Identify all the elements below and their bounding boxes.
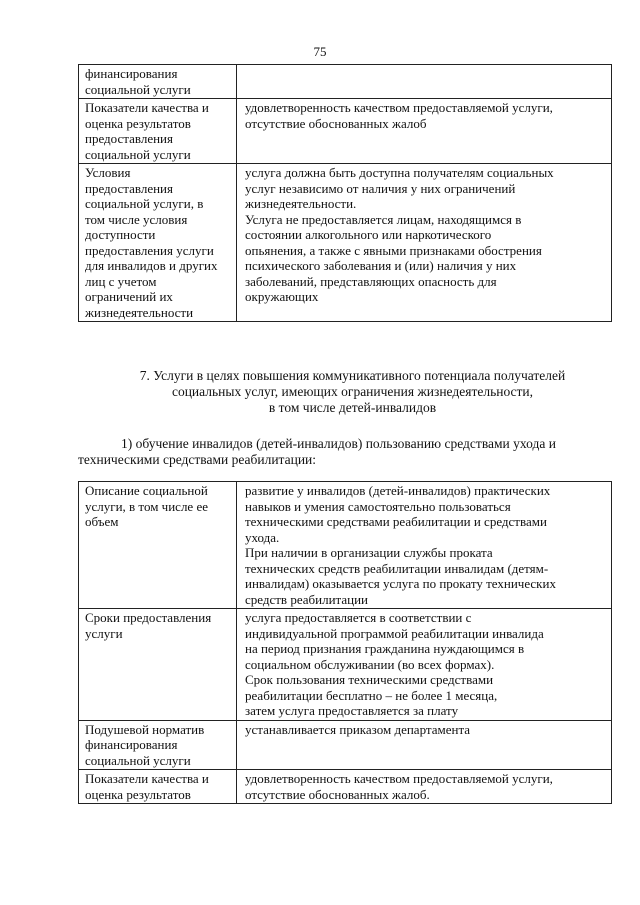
cell-text-line: развитие у инвалидов (детей-инвалидов) практических bbox=[245, 483, 551, 498]
cell-text-line: заболеваний, представляющих опасность для bbox=[245, 273, 497, 289]
table-row bbox=[79, 65, 612, 99]
services-table-bottom bbox=[78, 481, 612, 804]
row-value-cell bbox=[237, 770, 612, 804]
cell-text-line: том числе условия bbox=[85, 211, 188, 227]
cell-text-line: техническими средствами реабилитации и средствами bbox=[245, 514, 547, 529]
subsection-paragraph bbox=[78, 436, 618, 468]
cell-text-line: финансирования bbox=[85, 737, 178, 752]
cell-text-line: реабилитации бесплатно – не более 1 месяца, bbox=[245, 687, 498, 703]
row-value-cell bbox=[237, 482, 612, 609]
cell-text-line: Показатели качества и bbox=[85, 771, 209, 786]
cell-text-line: удовлетворенность качеством предоставляемой услуги, bbox=[245, 771, 553, 786]
heading-line: 7. Услуги в целях повышения коммуникативного потенциала получателей bbox=[139, 368, 566, 383]
services-table-top bbox=[78, 64, 612, 322]
cell-text-line: ограничений их bbox=[85, 289, 173, 304]
cell-text-line: Услуга не предоставляется лицам, находящимся в bbox=[245, 211, 522, 227]
row-label-cell bbox=[79, 164, 237, 322]
table-row bbox=[79, 482, 612, 609]
cell-text-line: технических средств реабилитации инвалидам (детям- bbox=[245, 560, 549, 576]
row-value-cell bbox=[237, 720, 612, 770]
paragraph-line: 1) обучение инвалидов (детей-инвалидов) пользованию средствами ухода и bbox=[121, 436, 556, 451]
cell-text-line: устанавливается приказом департамента bbox=[245, 721, 471, 737]
row-value-cell bbox=[237, 164, 612, 322]
paragraph-line: техническими средствами реабилитации: bbox=[78, 452, 317, 467]
cell-text-line: на период признания гражданина нуждающимся в bbox=[245, 641, 525, 656]
cell-text-line: навыков и умения самостоятельно пользоваться bbox=[245, 498, 511, 514]
cell-text-line: социальной услуги bbox=[85, 146, 191, 162]
cell-text-line: услуги, в том числе ее bbox=[85, 498, 208, 514]
section-heading bbox=[95, 368, 610, 416]
cell-text-line: Подушевой норматив bbox=[85, 721, 205, 737]
row-label-cell bbox=[79, 99, 237, 164]
page-number: 75 bbox=[313, 44, 327, 59]
row-value-cell bbox=[237, 99, 612, 164]
cell-text-line: предоставления услуги bbox=[85, 242, 214, 258]
heading-line: в том числе детей-инвалидов bbox=[268, 400, 437, 415]
table-row bbox=[79, 770, 612, 804]
cell-text-line: предоставления bbox=[85, 180, 173, 196]
cell-text-line: отсутствие обоснованных жалоб bbox=[245, 115, 427, 131]
cell-text-line: для инвалидов и других bbox=[85, 258, 218, 273]
cell-text-line: При наличии в организации службы проката bbox=[245, 545, 493, 560]
cell-text-line: индивидуальной программой реабилитации инвалида bbox=[245, 625, 544, 641]
cell-text-line: состоянии алкогольного или наркотического bbox=[245, 227, 492, 242]
row-value-cell bbox=[237, 65, 612, 99]
row-label-cell bbox=[79, 65, 237, 99]
cell-text-line: затем услуга предоставляется за плату bbox=[245, 703, 459, 718]
row-label-cell bbox=[79, 482, 237, 609]
cell-text-line: предоставления bbox=[85, 131, 173, 146]
cell-text-line: психического заболевания и (или) наличия у них bbox=[245, 258, 517, 273]
cell-text-line: окружающих bbox=[245, 289, 319, 304]
table-row bbox=[79, 164, 612, 322]
table-body bbox=[79, 482, 612, 804]
cell-text-line: социальной услуги, в bbox=[85, 196, 204, 211]
cell-text-line: услуги bbox=[85, 625, 123, 641]
cell-text-line: социальной услуги bbox=[85, 752, 191, 768]
cell-text-line: лиц с учетом bbox=[85, 273, 157, 289]
cell-text-line: социальной услуги bbox=[85, 81, 191, 97]
cell-text-line: средств реабилитации bbox=[245, 591, 369, 607]
row-label-cell bbox=[79, 609, 237, 721]
cell-text-line: Сроки предоставления bbox=[85, 610, 212, 625]
heading-line: социальных услуг, имеющих ограничения жизнедеятельности, bbox=[171, 384, 534, 399]
cell-text-line: доступности bbox=[85, 227, 156, 242]
cell-text-line: оценка результатов bbox=[85, 786, 191, 802]
table-body bbox=[79, 65, 612, 322]
cell-text-line: услуга должна быть доступна получателям социальных bbox=[245, 165, 554, 180]
cell-text-line: социальном обслуживании (во всех формах). bbox=[245, 656, 495, 672]
table-row bbox=[79, 609, 612, 721]
cell-text-line: Описание социальной bbox=[85, 483, 208, 498]
row-label-cell bbox=[79, 770, 237, 804]
cell-text-line: Показатели качества и bbox=[85, 100, 209, 115]
cell-text-line: отсутствие обоснованных жалоб. bbox=[245, 786, 430, 802]
cell-text-line: жизнедеятельности. bbox=[245, 196, 357, 211]
cell-text-line: Срок пользования техническими средствами bbox=[245, 672, 494, 687]
table-row bbox=[79, 720, 612, 770]
cell-text-line: оценка результатов bbox=[85, 115, 191, 131]
cell-text-line: услуга предоставляется в соответствии с bbox=[245, 610, 472, 625]
row-value-cell bbox=[237, 609, 612, 721]
cell-text-line: финансирования bbox=[85, 66, 178, 81]
cell-text-line: услуг независимо от наличия у них ограничений bbox=[245, 180, 516, 196]
table-row bbox=[79, 99, 612, 164]
cell-text-line: объем bbox=[85, 514, 119, 529]
cell-text-line: ухода. bbox=[245, 529, 280, 545]
cell-text-line: опьянения, а также с явными признаками обострения bbox=[245, 242, 542, 258]
row-label-cell bbox=[79, 720, 237, 770]
cell-text-line: жизнедеятельности bbox=[85, 304, 194, 320]
cell-text-line: инвалидам) оказывается услуга по прокату технических bbox=[245, 576, 556, 591]
cell-text-line: Условия bbox=[85, 165, 131, 180]
cell-text-line: удовлетворенность качеством предоставляемой услуги, bbox=[245, 100, 553, 115]
